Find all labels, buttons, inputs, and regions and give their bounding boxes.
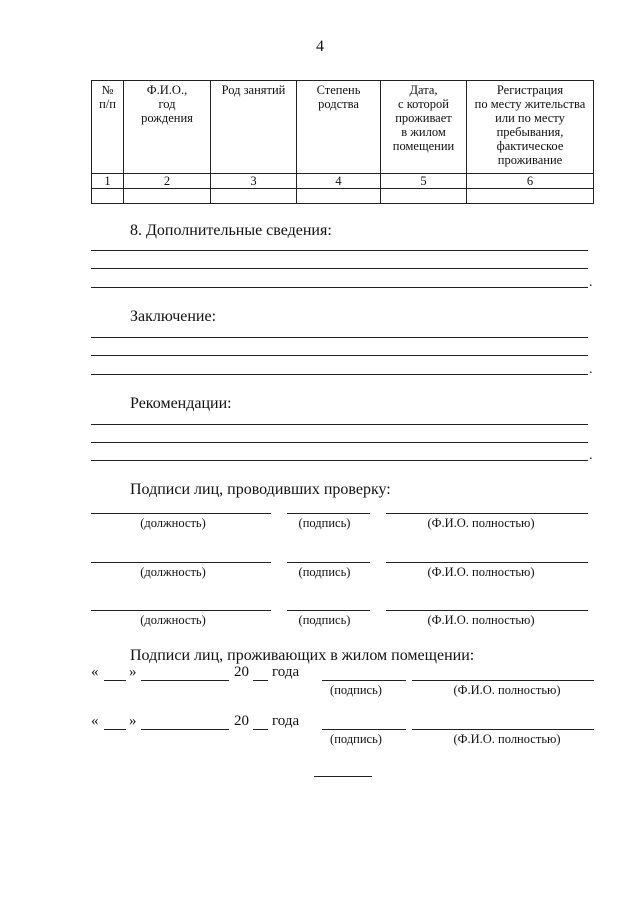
recommendations-line[interactable] [91,442,588,443]
open-quote: « [91,664,99,680]
recommendations-heading: Рекомендации: [130,395,232,412]
full-name-caption: (Ф.И.О. полностью) [453,732,561,746]
month-line[interactable] [141,729,229,730]
column-number: 5 [381,174,467,189]
full-name-line[interactable] [386,610,588,611]
signature-caption: (подпись) [298,565,351,579]
table-cell[interactable] [124,189,211,204]
additional-info-line[interactable] [91,250,588,251]
century-label: 20 [234,664,249,680]
page-number: 4 [316,38,324,55]
signature-caption: (подпись) [330,732,382,746]
residents-signatures-heading: Подписи лиц, проживающих в жилом помещении: [130,647,475,664]
column-number: 2 [124,174,211,189]
column-number: 3 [211,174,297,189]
line-end-period: . [589,448,593,463]
signature-caption: (подпись) [298,613,351,627]
signature-caption: (подпись) [330,683,382,697]
month-line[interactable] [141,680,229,681]
recommendations-line[interactable] [91,460,588,461]
header-residence-date: Дата, с которой проживает в жилом помещении [381,81,467,174]
header-registration: Регистрация по месту жительства или по месту пребывания, фактическое проживание [467,81,594,174]
header-occupation: Род занятий [211,81,297,174]
full-name-caption: (Ф.И.О. полностью) [427,613,535,627]
table-cell[interactable] [297,189,381,204]
position-line[interactable] [91,513,271,514]
header-full-name: Ф.И.О., год рождения [124,81,211,174]
line-end-period: . [589,362,593,377]
additional-info-line[interactable] [91,268,588,269]
position-caption: (должность) [140,565,206,579]
signature-line[interactable] [287,562,370,563]
conclusion-heading: Заключение: [130,308,217,325]
column-number: 1 [92,174,124,189]
full-name-caption: (Ф.И.О. полностью) [453,683,561,697]
position-line[interactable] [91,610,271,611]
year-line[interactable] [253,729,268,730]
table-empty-row [92,189,594,204]
conclusion-line[interactable] [91,337,588,338]
signature-line[interactable] [322,680,406,681]
day-line[interactable] [104,729,126,730]
table-number-row [92,174,594,189]
signature-line[interactable] [322,729,406,730]
signature-line[interactable] [287,513,370,514]
full-name-caption: (Ф.И.О. полностью) [427,516,535,530]
conclusion-line[interactable] [91,355,588,356]
day-line[interactable] [104,680,126,681]
century-label: 20 [234,713,249,729]
full-name-caption: (Ф.И.О. полностью) [427,565,535,579]
year-word: года [272,713,300,729]
header-relationship: Степень родства [297,81,381,174]
recommendations-line[interactable] [91,424,588,425]
conclusion-line[interactable] [91,374,588,375]
full-name-line[interactable] [386,562,588,563]
end-separator [314,776,372,777]
table-cell[interactable] [92,189,124,204]
full-name-line[interactable] [412,680,594,681]
full-name-line[interactable] [412,729,594,730]
header-number: № п/п [92,81,124,174]
signature-caption: (подпись) [298,516,351,530]
open-quote: « [91,713,99,729]
table-cell[interactable] [381,189,467,204]
position-caption: (должность) [140,516,206,530]
inspectors-signatures-heading: Подписи лиц, проводивших проверку: [130,481,391,498]
column-number: 6 [467,174,594,189]
close-quote: » [129,664,137,680]
table-header-row [92,81,594,174]
additional-info-line[interactable] [91,287,588,288]
residents-table [91,80,594,204]
signature-line[interactable] [287,610,370,611]
year-line[interactable] [253,680,268,681]
table-cell[interactable] [211,189,297,204]
column-number: 4 [297,174,381,189]
position-caption: (должность) [140,613,206,627]
full-name-line[interactable] [386,513,588,514]
line-end-period: . [589,275,593,290]
additional-info-heading: 8. Дополнительные сведения: [130,222,332,239]
table-cell[interactable] [467,189,594,204]
position-line[interactable] [91,562,271,563]
year-word: года [272,664,300,680]
close-quote: » [129,713,137,729]
